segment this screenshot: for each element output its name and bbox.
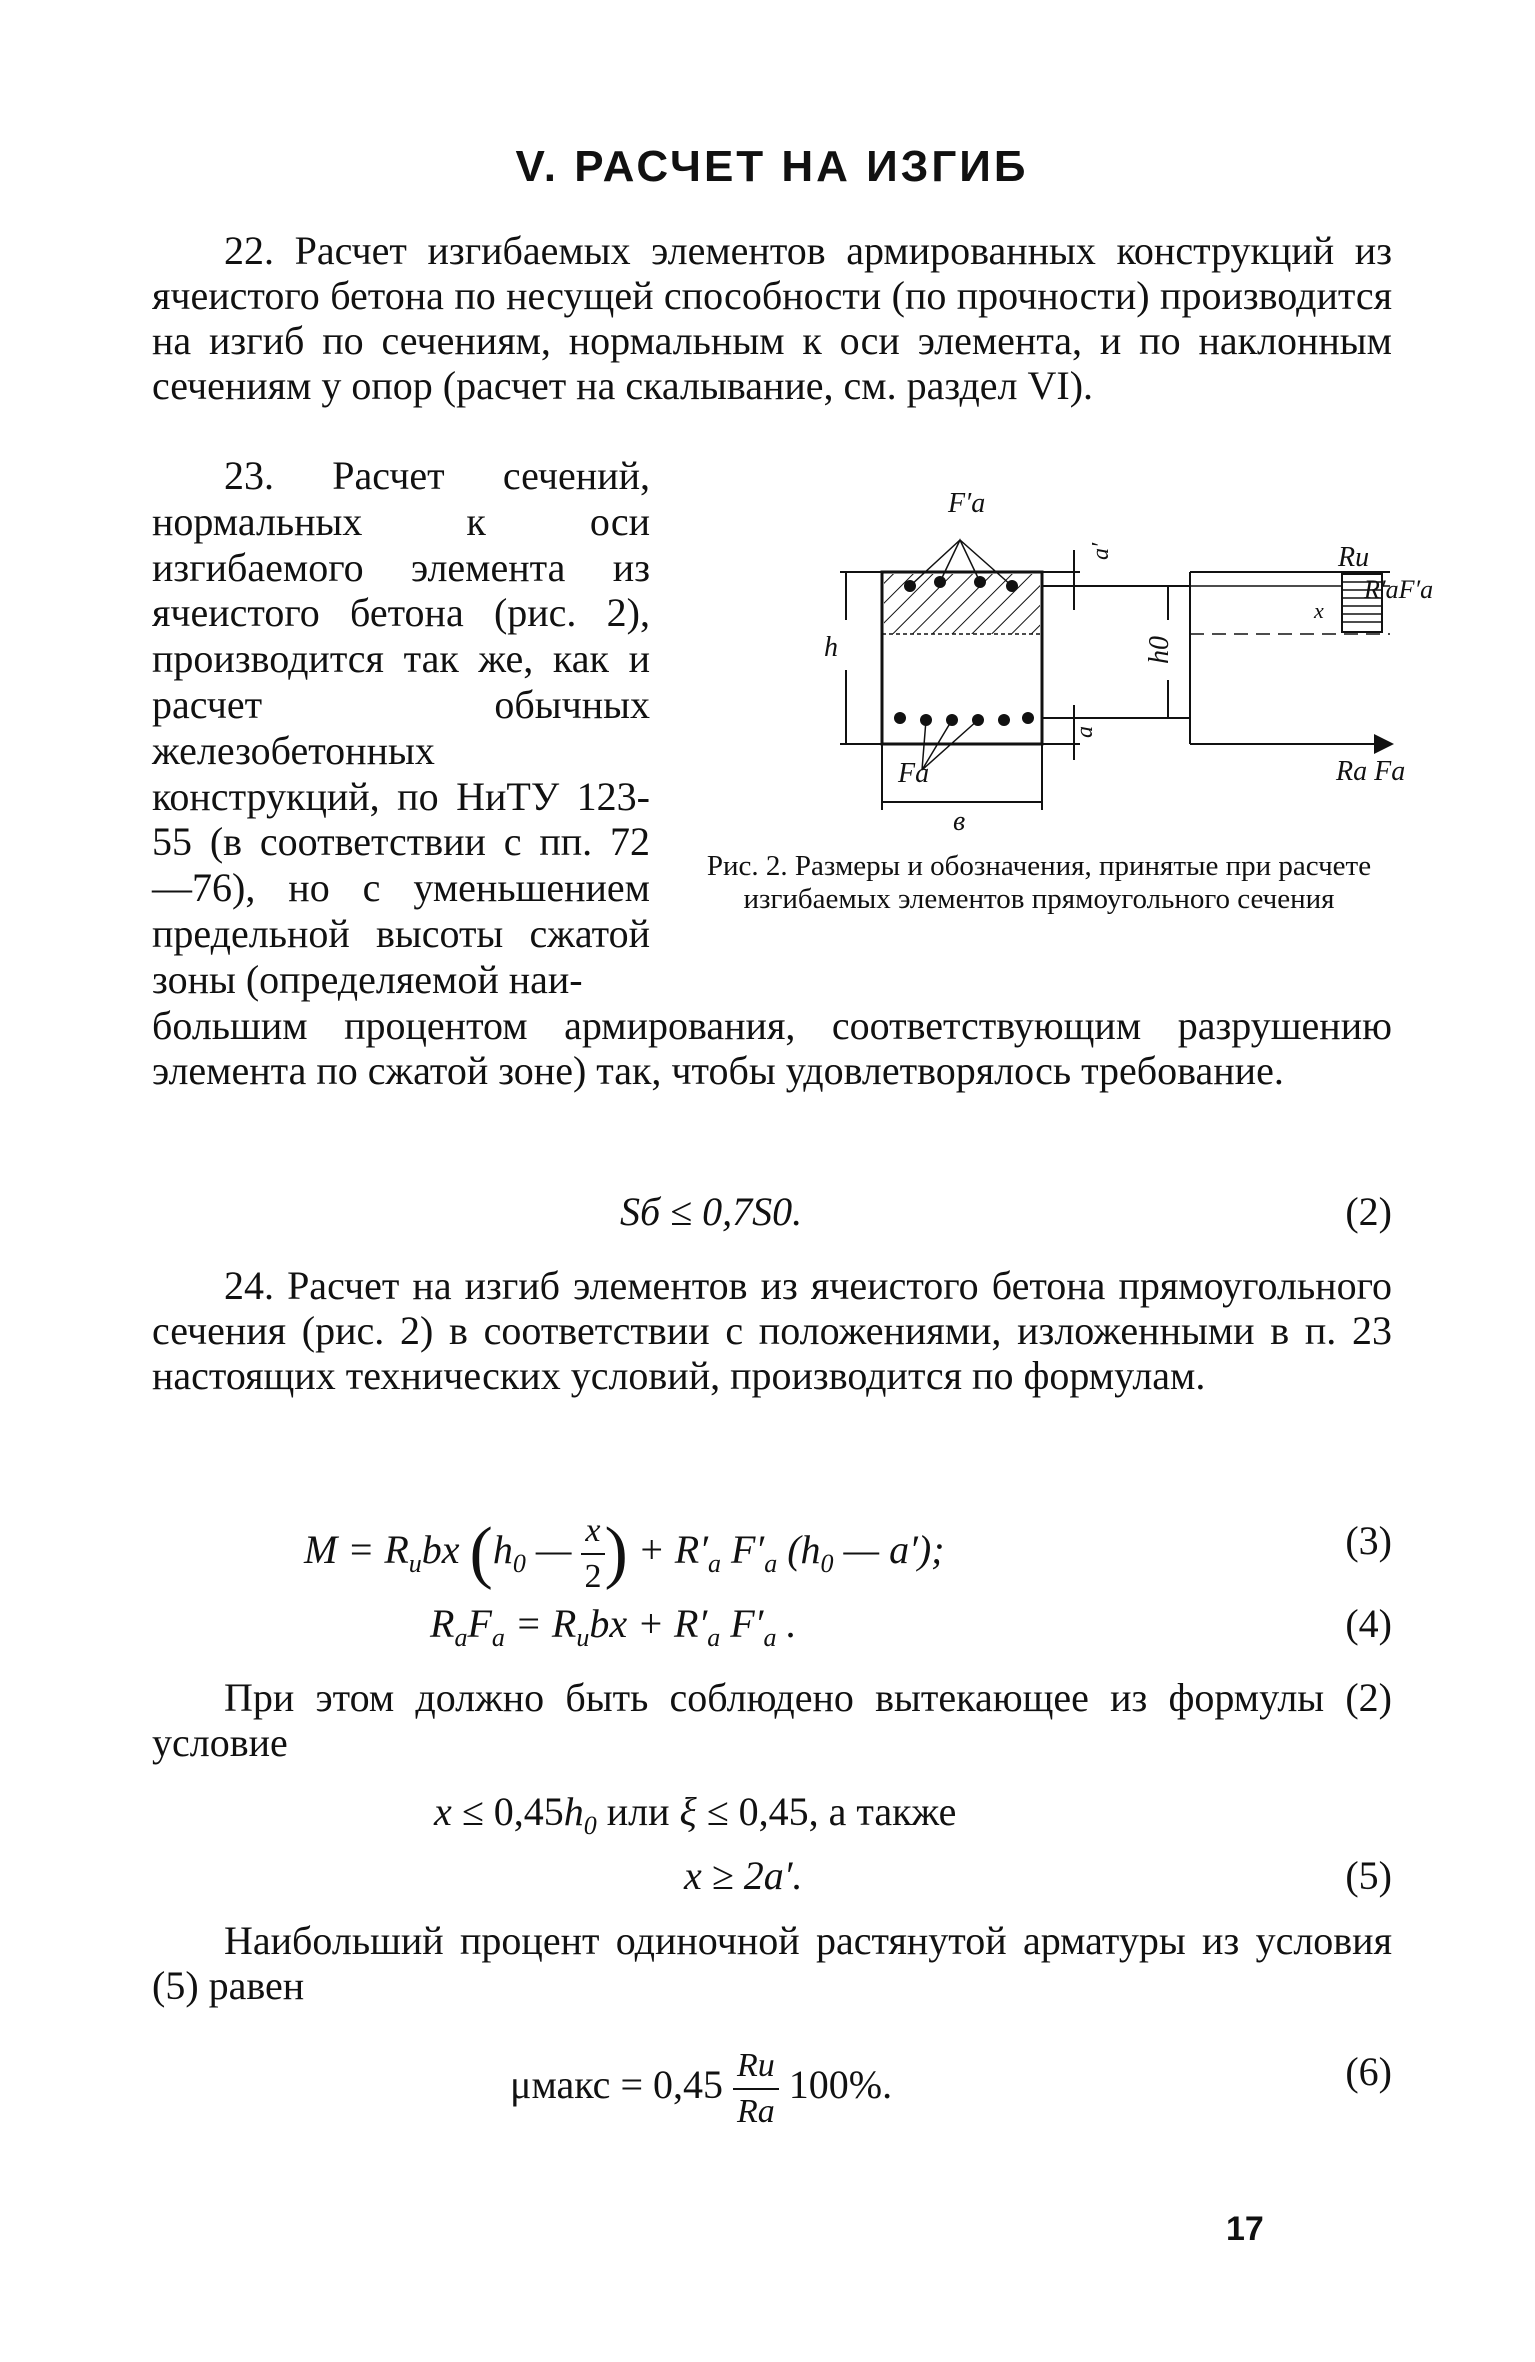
label-h0: h0 <box>1144 636 1175 664</box>
label-x: x <box>1314 598 1324 623</box>
equation-5-line-1 <box>152 1788 1392 1838</box>
figure-2-diagram <box>660 470 1434 837</box>
equation-4-body: $R_аF_а = R_иbx + R'_а$ $F'_а$ . <box>430 1601 797 1652</box>
equation-6-lhs: μмакс <box>510 2062 611 2108</box>
label-fa-bottom: Fa <box>898 758 930 789</box>
equation-6-denominator: Rа <box>737 2093 775 2130</box>
equation-6-tail: 100%. <box>788 2062 893 2108</box>
paragraph-max-percent: Наибольший процент одиночной растянутой арматуры из условия (5) равен <box>152 1918 1392 2008</box>
equation-5-line-2 <box>152 1852 1392 1902</box>
figure-caption: Рис. 2. Размеры и обозначения, принятые при расчете изгибаемых элементов прямоугольного сечения <box>706 850 1372 915</box>
equation-5-number: (5) <box>1345 1853 1392 1898</box>
paragraph-22: 22. Расчет изгибаемых элементов армированных конструкций из ячеистого бетона по несущей способности (по прочности) производится на изгиб по сечениям, нормальным к оси элемента, и по наклонным сечениям у опор (расчет на скалывание, см. раздел VI). <box>152 228 1392 408</box>
equation-3-number: (3) <box>1345 1518 1392 1563</box>
equation-6 <box>152 2022 1392 2130</box>
equation-4-number: (4) <box>1345 1601 1392 1646</box>
equation-6-numerator: Rи <box>733 2044 779 2090</box>
label-b: в <box>953 806 966 837</box>
equation-6-number: (6) <box>1345 2049 1392 2094</box>
paragraph-23-left: 23. Расчет сечений, нормальных к оси изгибаемого элемента из ячеистого бетона (рис. 2), производится так же, как и расчет обычных железобетонных конструкций, по НиТУ 123-55 (в соответствии с пп. 72—76), но с уменьшением предельной высоты сжатой зоны (определяемой наи- <box>152 453 650 1002</box>
equation-5-or: или <box>606 1789 670 1834</box>
label-ra-fa: Ra Fa <box>1336 756 1406 787</box>
equation-5-body: x ≥ 2a′. <box>684 1853 803 1898</box>
page-number: 17 <box>1226 2210 1264 2248</box>
equation-2-body: Sб ≤ 0,7S0. <box>620 1189 803 1234</box>
equation-6-coef: = 0,45 <box>620 2062 723 2108</box>
section-title: V. РАСЧЕТ НА ИЗГИБ <box>515 142 1029 191</box>
stress-diagram <box>1190 572 1390 744</box>
equation-2 <box>152 1188 1392 1238</box>
label-h: h <box>824 632 838 663</box>
equation-6-body <box>510 2044 892 2134</box>
paragraph-24: 24. Расчет на изгиб элементов из ячеистого бетона прямоугольного сечения (рис. 2) в соответствии с положениями, изложенными в п. 23 настоящих технических условий, производится по формулам. <box>152 1263 1392 1398</box>
label-ru: Ru <box>1338 542 1370 573</box>
equation-2-number: (2) <box>1345 1189 1392 1234</box>
equation-5-also: а также <box>828 1789 957 1834</box>
label-a: a <box>1072 726 1098 738</box>
equation-5-condition: $x \le 0,45h_0$ или ξ ≤ 0,45, а также <box>434 1789 957 1840</box>
equation-4 <box>152 1600 1392 1655</box>
equation-3-body: $M = R_иbx$ ($h_0$ — $\frac{x}{2}$ ) + $R'_а$ $F'_а$ ($h_0$ — a′); <box>304 1509 944 1599</box>
equation-3 <box>152 1495 1392 1595</box>
label-a-prime: a′ <box>1088 542 1114 560</box>
label-fa-top: F′a <box>948 488 986 519</box>
paragraph-23-continued: большим процентом армирования, соответствующим разрушению элемента по сжатой зоне) так, чтобы удовлетворялось требование. <box>152 1003 1392 1093</box>
paragraph-condition: При этом должно быть соблюдено вытекающее из формулы (2) условие <box>152 1675 1392 1765</box>
cross-section <box>840 540 1190 810</box>
label-ra-fa-top: R′aF′a <box>1364 575 1434 604</box>
